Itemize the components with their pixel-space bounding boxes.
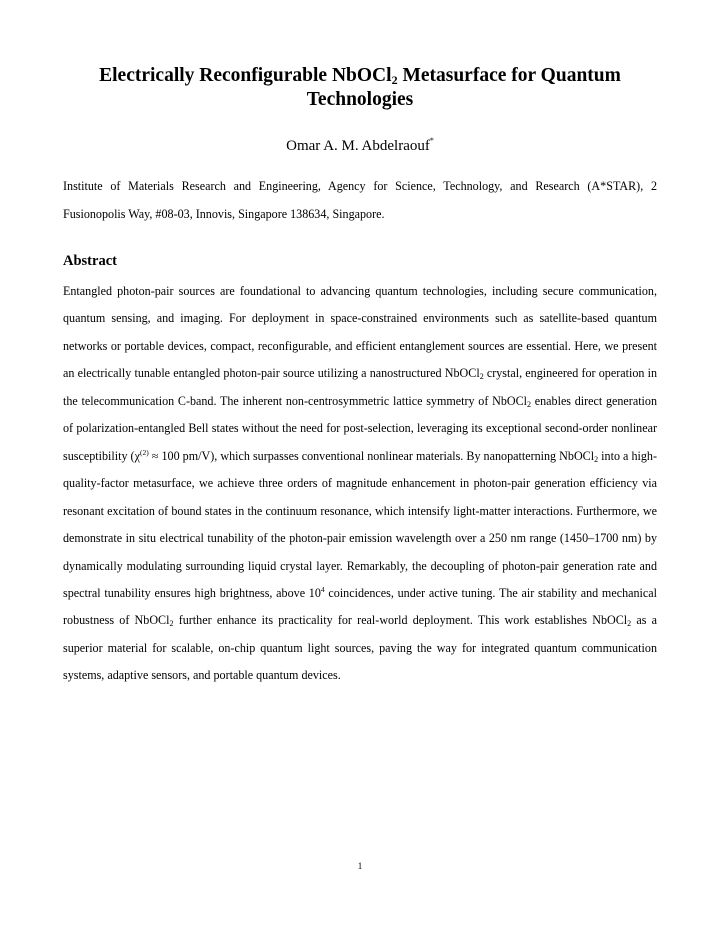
subscript-4: 2 xyxy=(169,619,174,629)
abstract-text-3: enables direct generation of polarization-entangled Bell states without the need for post-selection, leveraging its exceptional second-order nonlinear susceptibility (χ xyxy=(63,393,658,463)
abstract-body xyxy=(63,278,657,690)
title-subscript: 2 xyxy=(391,73,398,87)
abstract-text-4: ≈ 100 pm/V), which surpasses conventional nonlinear materials. By nanopatterning NbOCl xyxy=(148,448,595,463)
abstract-text-7: further enhance its practicality for real-world deployment. This work establishes NbOCl xyxy=(173,613,628,628)
author-line xyxy=(60,136,660,156)
corresponding-author-mark: * xyxy=(429,136,434,145)
abstract-text-6: coincidences, under active tuning. The air stability and mechanical robustness of NbOCl xyxy=(63,585,657,628)
title-text-part1: Electrically Reconfigurable NbOCl xyxy=(99,65,392,86)
abstract-heading: Abstract xyxy=(63,253,117,269)
affiliation: Institute of Materials Research and Engineering, Agency for Science, Technology, and Research (A*STAR), 2 Fusionopolis Way, #08-03, Innovis, Singapore 138634, Singapore. xyxy=(63,179,657,221)
title-text-part2: Metasurface for Quantum Technologies xyxy=(306,65,621,110)
paper-title xyxy=(60,64,660,112)
abstract-text-1: Entangled photon-pair sources are foundational to advancing quantum technologies, including secure communication, quantum sensing, and imaging. For deployment in space-constrained environments such as satellite-based quantum networks or portable devices, compact, reconfigurable, and efficient entanglement sources are essential. Here, we present an electrically tunable entangled photon-pair source utilizing a nanostructured NbOCl xyxy=(63,284,657,381)
abstract-text-2: crystal, engineered for operation in the telecommunication C-band. The inherent non-centrosymmetric lattice symmetry of NbOCl xyxy=(63,366,657,408)
subscript-1: 2 xyxy=(479,372,484,382)
abstract-text-5: into a high-quality-factor metasurface, we achieve three orders of magnitude enhancement in photon-pair generation efficiency via resonant excitation of bound states in the continuum resonance, which intensify light-matter interactions. Furthermore, we demonstrate in situ electrical tunability of the photon-pair emission wavelength over a 250 nm range (1450–1700 nm) by dynamically modulating surrounding liquid crystal layer. Remarkably, the decoupling of photon-pair generation rate and spectral tunability ensures high brightness, above 10 xyxy=(63,448,658,600)
author-name: Omar A. M. Abdelraouf xyxy=(286,138,430,154)
page-number: 1 xyxy=(357,861,363,871)
subscript-3: 2 xyxy=(594,454,599,464)
superscript-exponent: 4 xyxy=(320,584,325,594)
abstract-text-8: as a superior material for scalable, on-chip quantum light sources, paving the way for integrated quantum communication systems, adaptive sensors, and portable quantum devices. xyxy=(63,613,658,683)
superscript-chi-order: (2) xyxy=(139,447,149,457)
subscript-5: 2 xyxy=(627,619,632,629)
subscript-2: 2 xyxy=(527,399,532,409)
